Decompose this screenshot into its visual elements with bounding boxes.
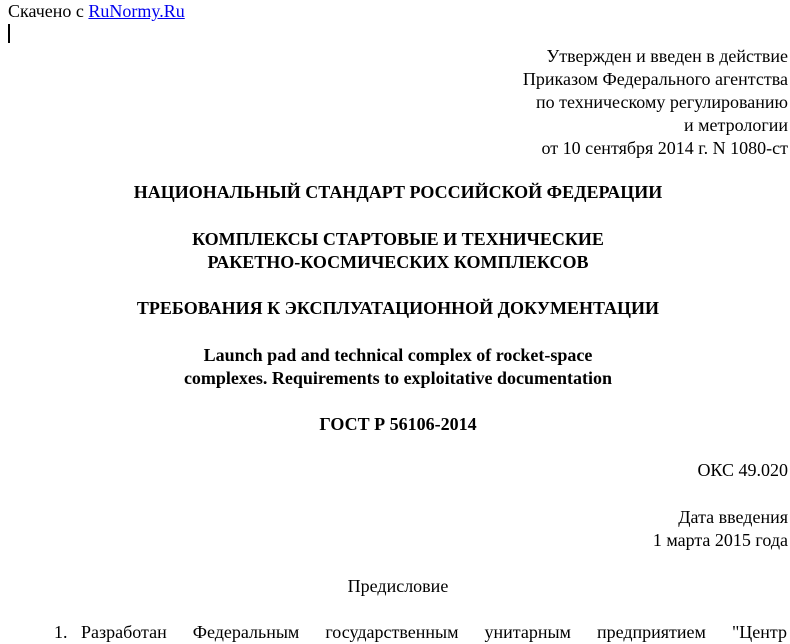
text-cursor bbox=[8, 24, 10, 43]
english-title-line: Launch pad and technical complex of rocket-space bbox=[203, 345, 593, 365]
approval-line: от 10 сентября 2014 г. N 1080-ст bbox=[541, 138, 788, 158]
list-item-number: 1. bbox=[54, 622, 68, 642]
approval-line: по техническому регулированию bbox=[535, 92, 788, 112]
approval-line: и метрологии bbox=[684, 115, 788, 135]
main-title-line: КОМПЛЕКСЫ СТАРТОВЫЕ И ТЕХНИЧЕСКИЕ bbox=[192, 229, 604, 249]
english-title-line: complexes. Requirements to exploitative documentation bbox=[183, 368, 613, 388]
downloaded-from-notice bbox=[8, 0, 185, 22]
intro-date-value: 1 марта 2015 года bbox=[652, 530, 788, 550]
oks-code: ОКС 49.020 bbox=[697, 460, 788, 480]
national-standard-heading: НАЦИОНАЛЬНЫЙ СТАНДАРТ РОССИЙСКОЙ ФЕДЕРАЦИИ bbox=[133, 182, 663, 202]
main-title bbox=[0, 228, 790, 274]
english-title bbox=[0, 344, 790, 390]
main-title-line: РАКЕТНО-КОСМИЧЕСКИХ КОМПЛЕКСОВ bbox=[207, 252, 589, 272]
runormy-link[interactable]: RuNormy.Ru bbox=[88, 1, 185, 21]
gost-number: ГОСТ Р 56106-2014 bbox=[319, 414, 477, 434]
intro-date bbox=[653, 506, 788, 552]
document-subtitle: ТРЕБОВАНИЯ К ЭКСПЛУАТАЦИОННОЙ ДОКУМЕНТАЦИИ bbox=[136, 298, 660, 318]
downloaded-prefix: Скачено с bbox=[8, 1, 84, 21]
approval-block bbox=[523, 45, 788, 160]
intro-date-label: Дата введения bbox=[678, 507, 788, 527]
list-item-text: Разработан Федеральным государственным унитарным предприятием "Центр bbox=[81, 622, 787, 642]
approval-line: Приказом Федерального агентства bbox=[522, 69, 788, 89]
approval-line: Утвержден и введен в действие bbox=[546, 46, 788, 66]
preface-heading: Предисловие bbox=[347, 576, 449, 596]
